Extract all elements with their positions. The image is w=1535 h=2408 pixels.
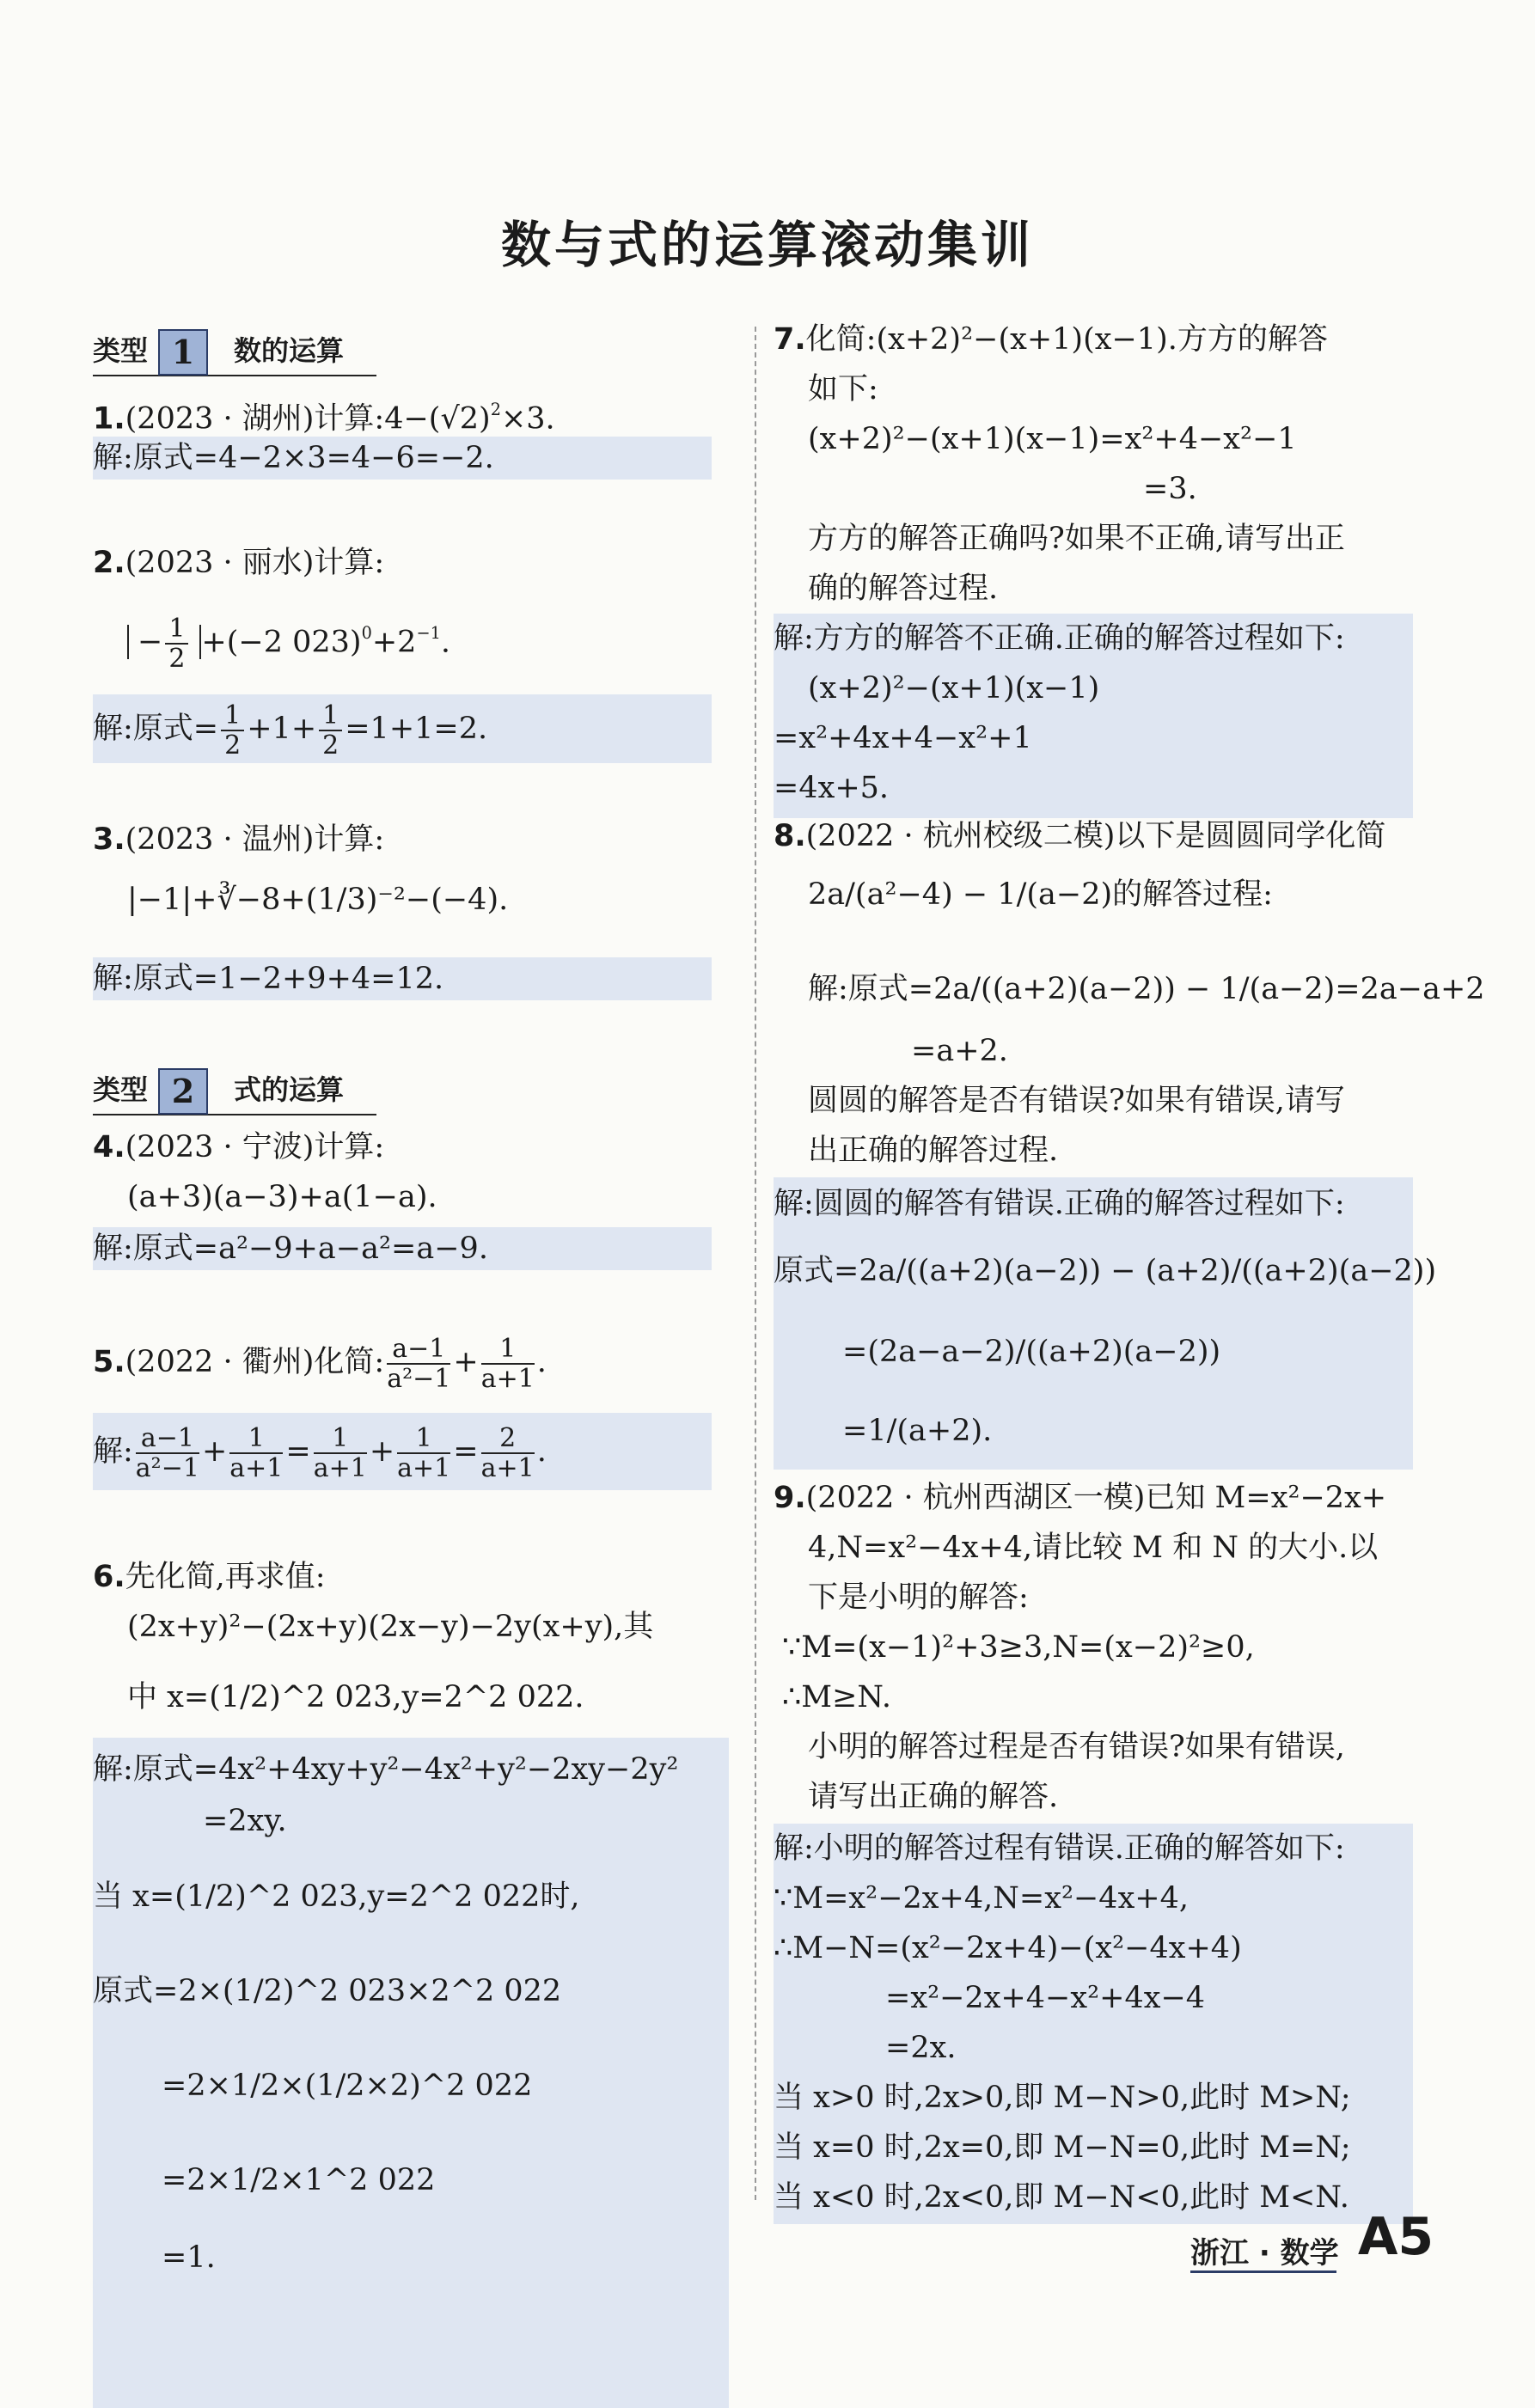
problem-7-answer: 解:方方的解答不正确.正确的解答过程如下: (x+2)²−(x+1)(x−1) =x²+4x+4−x²+1 =4x+5. — [774, 614, 1413, 818]
type2-heading: 类型 2 式的运算 — [93, 1066, 376, 1115]
problem-8-answer: 解:圆圆的解答有错误.正确的解答过程如下: 原式=2a/((a+2)(a−2)) − (a+2)/((a+2)(a−2)) =(2a−a−2)/((a+2)(a−2)) =1/(a+2). — [774, 1177, 1413, 1470]
footer-underline — [1190, 2270, 1336, 2273]
page-title: 数与式的运算滚动集训 — [500, 216, 1034, 274]
problem-9-answer: 解:小明的解答过程有错误.正确的解答如下: ∵M=x²−2x+4,N=x²−4x+4, ∴M−N=(x²−2x+4)−(x²−4x+4) =x²−2x+4−x²+4x−4 =2x. 当 x>0 时,2x>0,即 M−N>0,此时 M>N; 当 x=0 时,2x=0,即 M−N=0,此时 M=N; 当 x<0 时,2x<0,即 M−N<0,此时 M<N. — [774, 1824, 1413, 2224]
problem-3-answer: 解:原式=1−2+9+4=12. — [93, 957, 712, 1000]
problem-1-answer: 解:原式=4−2×3=4−6=−2. — [93, 437, 712, 480]
footer-subject: 浙江 · 数学 — [1190, 2236, 1339, 2270]
page-number: A5 — [1358, 2207, 1434, 2267]
type1-heading: 类型 1 数的运算 — [93, 327, 376, 376]
problem-4-answer: 解:原式=a²−9+a−a²=a−9. — [93, 1227, 712, 1270]
problem-2-answer: 解:原式= $\frac{1}{2}$ +1+ $\frac{1}{2}$ =1+1=2. — [93, 694, 712, 763]
column-divider — [755, 327, 756, 2200]
type2-number-badge: 2 — [158, 1068, 208, 1115]
type1-number-badge: 1 — [158, 329, 208, 376]
problem-6-answer: 解:原式=4x²+4xy+y²−4x²+y²−2xy−2y² =2xy. 当 x=(1/2)^2 023,y=2^2 022时, 原式=2×(1/2)^2 023×2^2 022 =2×1/2×(1/2×2)^2 022 =2×1/2×1^2 022 =1. — [93, 1738, 729, 2408]
problem-5-answer: 解: $\frac{a-1}{\text{a²−1}}$ + $\frac{1}{a+1}$ = $\frac{1}{a+1}$ + $\frac{1}{a+1}$ = $\frac{2}{a+1}$ . — [93, 1413, 712, 1490]
